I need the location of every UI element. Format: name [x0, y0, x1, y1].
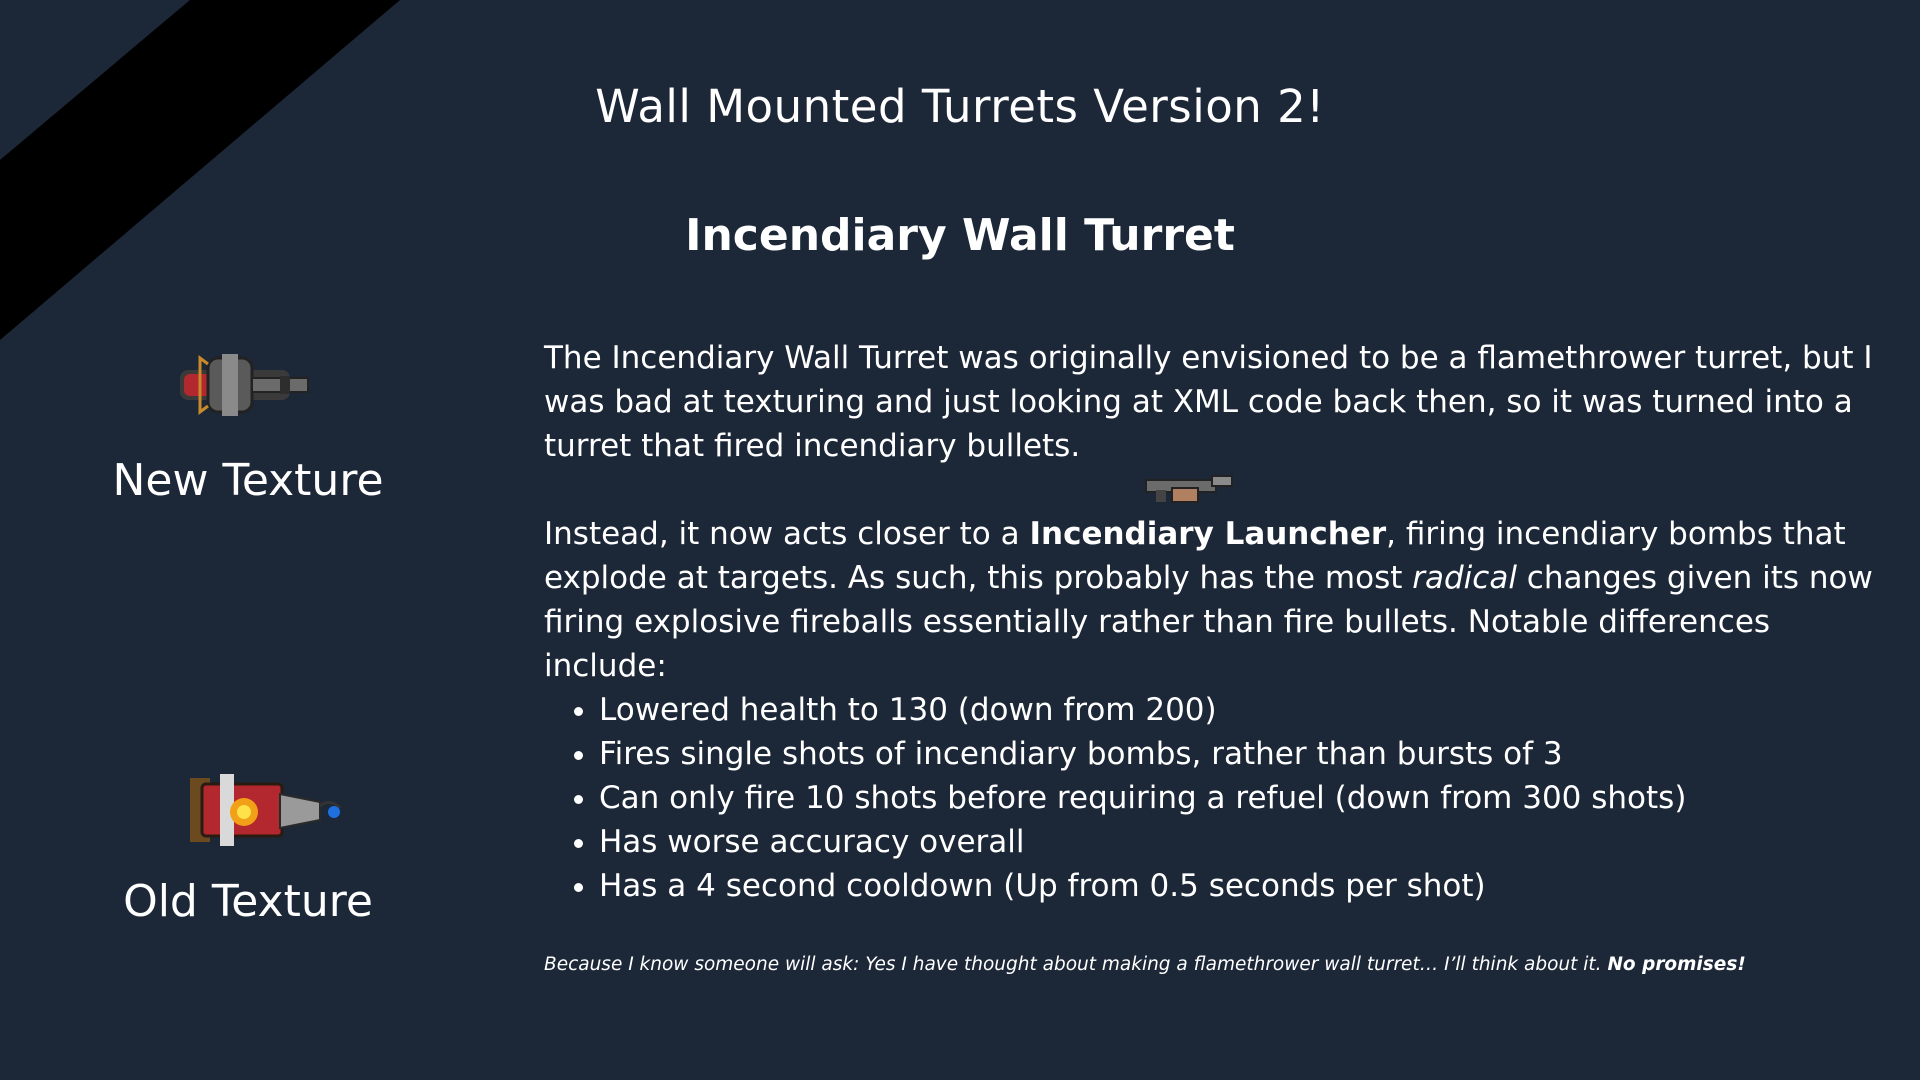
footnote-bold: No promises! [1607, 954, 1746, 975]
corner-stripe [0, 0, 420, 360]
description-body [544, 336, 1884, 908]
old-turret-sprite-icon [180, 760, 350, 860]
turret-name-heading: Incendiary Wall Turret [685, 210, 1235, 261]
old-texture-label: Old Texture [123, 876, 373, 927]
paragraph-2-intro: Instead, it now acts closer to a [544, 516, 1030, 552]
page-title-text: Wall Mounted Turrets Version 2! [595, 80, 1325, 133]
new-texture-label: New Texture [112, 455, 384, 506]
footnote-text: Because I know someone will ask: Yes I have thought about making a flamethrower wall turret… I’ll think about it. [544, 954, 1608, 975]
list-item: • Can only fire 10 shots before requiring a refuel (down from 300 shots) [599, 776, 1884, 820]
incendiary-launcher-term: Incendiary Launcher [1029, 516, 1387, 552]
footnote [544, 954, 1884, 975]
differences-list [544, 688, 1884, 908]
list-item: • Has a 4 second cooldown (Up from 0.5 seconds per shot) [599, 864, 1884, 908]
paragraph-2-end: changes given its now firing explosive fireballs essentially rather than fire bullets. Notable differences include: [544, 560, 1873, 684]
page-title [0, 80, 1920, 133]
list-item: • Has worse accuracy overall [599, 820, 1884, 864]
paragraph-2-middle: , firing incendiary bombs that explode at targets. As such, this probably has the most [544, 516, 1846, 596]
radical-term: radical [1412, 560, 1517, 596]
description-paragraph-2 [544, 512, 1884, 688]
new-turret-sprite-icon [170, 340, 320, 430]
list-item: • Fires single shots of incendiary bombs, rather than bursts of 3 [599, 732, 1884, 776]
description-paragraph-1: The Incendiary Wall Turret was originally envisioned to be a flamethrower turret, but I was bad at texturing and just looking at XML code back then, so it was turned into a turret that fired incendiary bullets. [544, 340, 1873, 464]
list-item: • Lowered health to 130 (down from 200) [599, 688, 1884, 732]
